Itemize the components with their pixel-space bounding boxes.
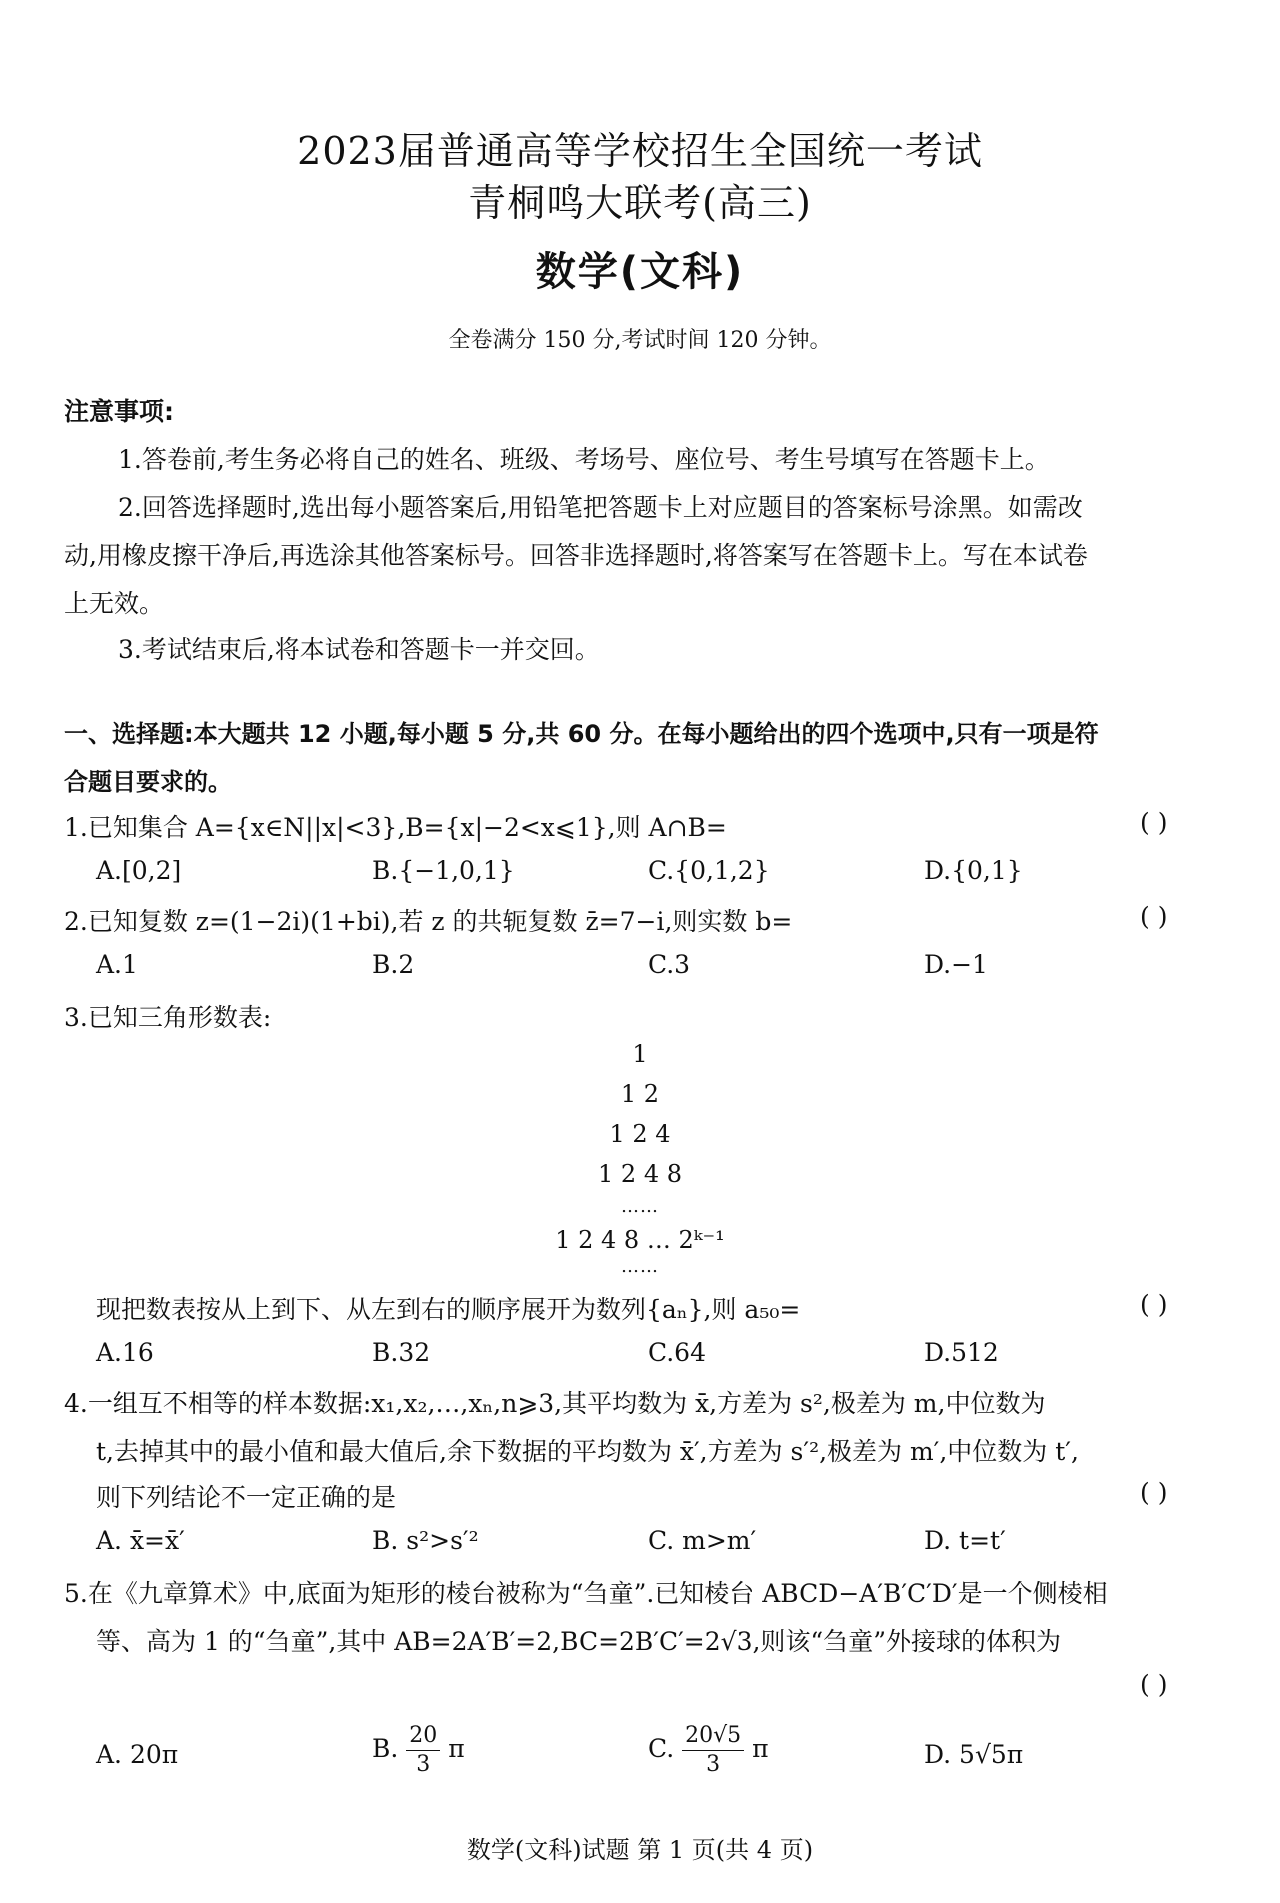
q2-option-a: A.1 bbox=[96, 950, 138, 979]
q3-option-a: A.16 bbox=[96, 1338, 154, 1367]
q5-option-d: D. 5√5π bbox=[924, 1740, 1024, 1769]
question-5-stem-2: 等、高为 1 的“刍童”,其中 AB=2A′B′=2,BC=2B′C′=2√3,则该“刍童”外接球的体积为 bbox=[96, 1627, 1061, 1656]
question-2-stem: 2.已知复数 z=(1−2i)(1+bi),若 z 的共轭复数 z̄=7−i,则实数 b= bbox=[64, 907, 793, 936]
exam-title: 2023届普通高等学校招生全国统一考试 bbox=[297, 129, 983, 173]
page-footer: 数学(文科)试题 第 1 页(共 4 页) bbox=[466, 1836, 814, 1864]
q1-option-c: C.{0,1,2} bbox=[648, 856, 770, 885]
q5-option-c-label: C. bbox=[648, 1734, 675, 1763]
note-item-3: 3.考试结束后,将本试卷和答题卡一并交回。 bbox=[118, 635, 600, 664]
answer-paren-5: ( ) bbox=[1140, 1670, 1168, 1699]
q5-option-c bbox=[648, 1722, 769, 1779]
note-item-2: 2.回答选择题时,选出每小题答案后,用铅笔把答题卡上对应题目的答案标号涂黑。如需改 bbox=[118, 493, 1083, 522]
q4-option-b: B. s²>s′² bbox=[372, 1526, 479, 1555]
triangle-ellipsis-1: …… bbox=[621, 1196, 659, 1217]
q5-option-c-pi: π bbox=[752, 1734, 769, 1763]
question-4-stem-2: t,去掉其中的最小值和最大值后,余下数据的平均数为 x̄′,方差为 s′²,极差为 m′,中位数为 t′, bbox=[96, 1437, 1079, 1466]
question-1-stem: 1.已知集合 A={x∈N||x|<3},B={x|−2<x⩽1},则 A∩B= bbox=[64, 813, 727, 842]
q5-option-c-numerator: 20√5 bbox=[682, 1722, 744, 1751]
q5-option-c-denominator: 3 bbox=[706, 1752, 721, 1777]
note-item-2-end: 上无效。 bbox=[64, 589, 165, 618]
question-4-stem: 4.一组互不相等的样本数据:x₁,x₂,…,xₙ,n⩾3,其平均数为 x̄,方差为 s²,极差为 m,中位数为 bbox=[64, 1389, 1046, 1418]
subject-title: 数学(文科) bbox=[535, 249, 745, 295]
note-item-2-cont: 动,用橡皮擦干净后,再选涂其他答案标号。回答非选择题时,将答案写在答题卡上。写在本试卷 bbox=[64, 541, 1088, 570]
section-heading-cont: 合题目要求的。 bbox=[64, 768, 232, 796]
triangle-row-k: 1 2 4 8 … 2ᵏ⁻¹ bbox=[555, 1226, 725, 1254]
triangle-row-2: 1 2 bbox=[620, 1080, 660, 1108]
question-3-stem: 3.已知三角形数表: bbox=[64, 1003, 272, 1032]
notes-heading: 注意事项: bbox=[64, 397, 174, 426]
q5-option-b-denominator: 3 bbox=[416, 1752, 431, 1777]
q4-option-a: A. x̄=x̄′ bbox=[96, 1526, 185, 1555]
question-3-stem-2: 现把数表按从上到下、从左到右的顺序展开为数列{aₙ},则 a₅₀= bbox=[96, 1295, 801, 1324]
triangle-ellipsis-2: …… bbox=[621, 1256, 659, 1277]
q4-option-c: C. m>m′ bbox=[648, 1526, 757, 1555]
q3-option-b: B.32 bbox=[372, 1338, 431, 1367]
q4-option-d: D. t=t′ bbox=[924, 1526, 1006, 1555]
answer-paren-1: ( ) bbox=[1140, 808, 1168, 837]
q5-option-a: A. 20π bbox=[96, 1740, 179, 1769]
question-5-stem: 5.在《九章算术》中,底面为矩形的棱台被称为“刍童”.已知棱台 ABCD−A′B′C′D′是一个侧棱相 bbox=[64, 1579, 1108, 1608]
q3-option-d: D.512 bbox=[924, 1338, 999, 1367]
q1-option-d: D.{0,1} bbox=[924, 856, 1023, 885]
q5-option-c-fraction bbox=[682, 1722, 744, 1779]
q1-option-a: A.[0,2] bbox=[96, 856, 182, 885]
answer-paren-4: ( ) bbox=[1140, 1478, 1168, 1507]
q5-option-b bbox=[372, 1722, 465, 1779]
question-4-stem-3: 则下列结论不一定正确的是 bbox=[96, 1483, 397, 1512]
q2-option-b: B.2 bbox=[372, 950, 415, 979]
triangle-row-4: 1 2 4 8 bbox=[598, 1160, 682, 1188]
triangle-row-1: 1 bbox=[632, 1040, 648, 1068]
q5-option-b-pi: π bbox=[448, 1734, 465, 1763]
exam-subtitle: 青桐鸣大联考(高三) bbox=[468, 181, 812, 225]
q5-option-b-label: B. bbox=[372, 1734, 399, 1763]
answer-paren-2: ( ) bbox=[1140, 902, 1168, 931]
exam-info: 全卷满分 150 分,考试时间 120 分钟。 bbox=[448, 328, 832, 353]
triangle-row-3: 1 2 4 bbox=[609, 1120, 671, 1148]
section-heading: 一、选择题:本大题共 12 小题,每小题 5 分,共 60 分。在每小题给出的四个选项中,只有一项是符 bbox=[64, 720, 1099, 748]
q2-option-d: D.−1 bbox=[924, 950, 988, 979]
q1-option-b: B.{−1,0,1} bbox=[372, 856, 515, 885]
note-item-1: 1.答卷前,考生务必将自己的姓名、班级、考场号、座位号、考生号填写在答题卡上。 bbox=[118, 445, 1050, 474]
answer-paren-3: ( ) bbox=[1140, 1290, 1168, 1319]
q5-option-b-numerator: 20 bbox=[406, 1722, 440, 1751]
q5-option-b-fraction bbox=[406, 1722, 440, 1779]
q2-option-c: C.3 bbox=[648, 950, 691, 979]
q3-option-c: C.64 bbox=[648, 1338, 706, 1367]
